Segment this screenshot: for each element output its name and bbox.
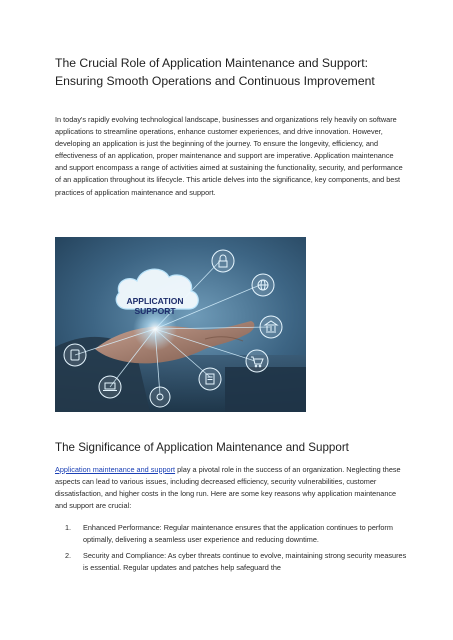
- lock-icon: [212, 250, 234, 272]
- article-title: The Crucial Role of Application Maintenance and Support: Ensuring Smooth Operations and Continuous Improvement: [55, 56, 375, 88]
- application-support-image: [55, 237, 306, 412]
- list-item: [55, 550, 407, 574]
- section-paragraph-text: play a pivotal role in the success of an organization. Neglecting these aspects can lead to various issues, including decreased efficiency, security vulnerabilities, customer dissatisfaction, and higher costs in the long run. Here are some key reasons why application maintenance and support are crucial:: [55, 465, 401, 511]
- section-heading: The Significance of Application Maintenance and Support: [55, 441, 349, 454]
- document-icon: [199, 368, 221, 390]
- list-item-number: 2.: [65, 551, 72, 561]
- cloud-label-line1: APPLICATION: [126, 296, 184, 306]
- laptop-icon: [99, 376, 121, 398]
- list-item-text: Security and Compliance: As cyber threats continue to evolve, maintaining strong security measures is essential. Regular updates and patches help safeguard the: [83, 551, 407, 573]
- globe-icon: [252, 274, 274, 296]
- cart-icon: [246, 350, 268, 372]
- bank-icon: [260, 316, 282, 338]
- list-item-text: Enhanced Performance: Regular maintenance ensures that the application continues to perform optimally, delivering a seamless user experience and reducing downtime.: [83, 523, 393, 545]
- application-maintenance-link[interactable]: Application maintenance and support: [55, 465, 176, 474]
- intro-paragraph: In today's rapidly evolving technological landscape, businesses and organizations rely heavily on software applications to streamline operations, enhance customer experiences, and drive innovation. However, developing an application is just the beginning of the journey. To ensure the longevity, efficiency, and effectiveness of an application, proper maintenance and support are imperative. Application maintenance and support encompass a range of activities aimed at sustaining the functionality, security, and performance of an application throughout its lifecycle. This article delves into the significance, key components, and best practices of application maintenance and support.: [55, 115, 403, 197]
- list-item-number: 1.: [65, 523, 72, 532]
- list-item: [55, 522, 407, 546]
- gear-icon: [150, 387, 170, 407]
- hero-illustration: [55, 237, 306, 412]
- reasons-list: [55, 522, 407, 578]
- cloud-label-line2: SUPPORT: [134, 306, 176, 316]
- section-paragraph: [55, 464, 407, 512]
- tablet-icon: [64, 344, 86, 366]
